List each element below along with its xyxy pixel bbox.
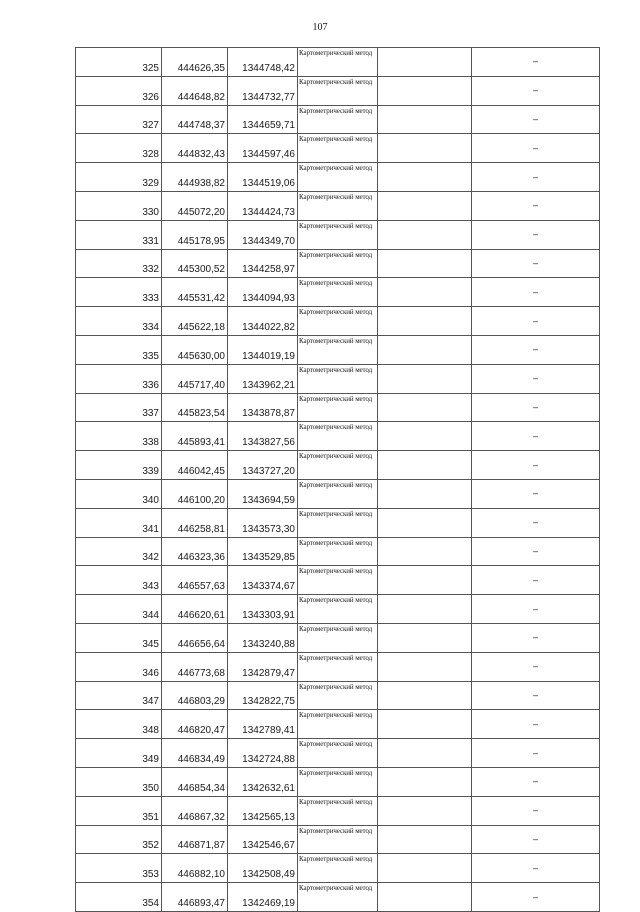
- point-number-cell: 341: [76, 508, 162, 537]
- precision-cell: –: [472, 739, 600, 768]
- point-number-cell: 326: [76, 76, 162, 105]
- blank-cell: [378, 134, 472, 163]
- precision-cell: –: [472, 105, 600, 134]
- table-row: [76, 220, 600, 249]
- precision-cell: –: [472, 393, 600, 422]
- x-coordinate-cell: 446100,20: [162, 479, 228, 508]
- blank-cell: [378, 105, 472, 134]
- precision-cell: –: [472, 537, 600, 566]
- y-coordinate-cell: 1344748,42: [228, 48, 298, 77]
- point-number-cell: 328: [76, 134, 162, 163]
- blank-cell: [378, 48, 472, 77]
- point-number-cell: 329: [76, 163, 162, 192]
- blank-cell: [378, 422, 472, 451]
- coordinates-table: [75, 47, 600, 912]
- point-number-cell: 330: [76, 191, 162, 220]
- blank-cell: [378, 163, 472, 192]
- precision-cell: –: [472, 278, 600, 307]
- point-number-cell: 327: [76, 105, 162, 134]
- table-row: [76, 364, 600, 393]
- x-coordinate-cell: 445622,18: [162, 307, 228, 336]
- table-row: [76, 163, 600, 192]
- precision-cell: –: [472, 796, 600, 825]
- table-row: [76, 307, 600, 336]
- precision-cell: –: [472, 191, 600, 220]
- method-cell: Картометрический метод: [298, 105, 378, 134]
- table-row: [76, 479, 600, 508]
- table-row: [76, 796, 600, 825]
- y-coordinate-cell: 1344258,97: [228, 249, 298, 278]
- precision-cell: –: [472, 364, 600, 393]
- method-cell: Картометрический метод: [298, 422, 378, 451]
- point-number-cell: 344: [76, 595, 162, 624]
- table-row: [76, 105, 600, 134]
- blank-cell: [378, 854, 472, 883]
- table-row: [76, 76, 600, 105]
- y-coordinate-cell: 1343727,20: [228, 451, 298, 480]
- y-coordinate-cell: 1344597,46: [228, 134, 298, 163]
- table-row: [76, 451, 600, 480]
- x-coordinate-cell: 446871,87: [162, 825, 228, 854]
- blank-cell: [378, 796, 472, 825]
- point-number-cell: 346: [76, 652, 162, 681]
- blank-cell: [378, 393, 472, 422]
- y-coordinate-cell: 1343303,91: [228, 595, 298, 624]
- y-coordinate-cell: 1342789,41: [228, 710, 298, 739]
- point-number-cell: 354: [76, 883, 162, 912]
- point-number-cell: 335: [76, 335, 162, 364]
- method-cell: Картометрический метод: [298, 537, 378, 566]
- precision-cell: –: [472, 479, 600, 508]
- blank-cell: [378, 710, 472, 739]
- x-coordinate-cell: 445823,54: [162, 393, 228, 422]
- precision-cell: –: [472, 595, 600, 624]
- y-coordinate-cell: 1342879,47: [228, 652, 298, 681]
- point-number-cell: 325: [76, 48, 162, 77]
- y-coordinate-cell: 1343573,30: [228, 508, 298, 537]
- x-coordinate-cell: 445893,41: [162, 422, 228, 451]
- blank-cell: [378, 479, 472, 508]
- table-row: [76, 883, 600, 912]
- y-coordinate-cell: 1342632,61: [228, 767, 298, 796]
- method-cell: Картометрический метод: [298, 883, 378, 912]
- method-cell: Картометрический метод: [298, 220, 378, 249]
- y-coordinate-cell: 1344019,19: [228, 335, 298, 364]
- y-coordinate-cell: 1344519,06: [228, 163, 298, 192]
- method-cell: Картометрический метод: [298, 451, 378, 480]
- point-number-cell: 350: [76, 767, 162, 796]
- blank-cell: [378, 451, 472, 480]
- blank-cell: [378, 307, 472, 336]
- y-coordinate-cell: 1344022,82: [228, 307, 298, 336]
- precision-cell: –: [472, 307, 600, 336]
- method-cell: Картометрический метод: [298, 710, 378, 739]
- table-row: [76, 681, 600, 710]
- x-coordinate-cell: 445178,95: [162, 220, 228, 249]
- blank-cell: [378, 220, 472, 249]
- method-cell: Картометрический метод: [298, 393, 378, 422]
- y-coordinate-cell: 1344349,70: [228, 220, 298, 249]
- blank-cell: [378, 508, 472, 537]
- point-number-cell: 331: [76, 220, 162, 249]
- precision-cell: –: [472, 566, 600, 595]
- y-coordinate-cell: 1343827,56: [228, 422, 298, 451]
- precision-cell: –: [472, 451, 600, 480]
- table-row: [76, 508, 600, 537]
- x-coordinate-cell: 446882,10: [162, 854, 228, 883]
- x-coordinate-cell: 444626,35: [162, 48, 228, 77]
- method-cell: Картометрический метод: [298, 681, 378, 710]
- y-coordinate-cell: 1344094,93: [228, 278, 298, 307]
- point-number-cell: 340: [76, 479, 162, 508]
- table-row: [76, 48, 600, 77]
- blank-cell: [378, 595, 472, 624]
- y-coordinate-cell: 1343878,87: [228, 393, 298, 422]
- point-number-cell: 348: [76, 710, 162, 739]
- blank-cell: [378, 623, 472, 652]
- y-coordinate-cell: 1344424,73: [228, 191, 298, 220]
- y-coordinate-cell: 1344732,77: [228, 76, 298, 105]
- y-coordinate-cell: 1343529,85: [228, 537, 298, 566]
- precision-cell: –: [472, 681, 600, 710]
- table-row: [76, 278, 600, 307]
- x-coordinate-cell: 444938,82: [162, 163, 228, 192]
- table-row: [76, 249, 600, 278]
- blank-cell: [378, 76, 472, 105]
- precision-cell: –: [472, 825, 600, 854]
- x-coordinate-cell: 446803,29: [162, 681, 228, 710]
- method-cell: Картометрический метод: [298, 364, 378, 393]
- blank-cell: [378, 883, 472, 912]
- method-cell: Картометрический метод: [298, 48, 378, 77]
- table-row: [76, 134, 600, 163]
- method-cell: Картометрический метод: [298, 479, 378, 508]
- y-coordinate-cell: 1344659,71: [228, 105, 298, 134]
- blank-cell: [378, 278, 472, 307]
- y-coordinate-cell: 1342508,49: [228, 854, 298, 883]
- blank-cell: [378, 681, 472, 710]
- table-row: [76, 537, 600, 566]
- precision-cell: –: [472, 134, 600, 163]
- method-cell: Картометрический метод: [298, 825, 378, 854]
- method-cell: Картометрический метод: [298, 191, 378, 220]
- point-number-cell: 343: [76, 566, 162, 595]
- table-row: [76, 422, 600, 451]
- method-cell: Картометрический метод: [298, 134, 378, 163]
- x-coordinate-cell: 446042,45: [162, 451, 228, 480]
- precision-cell: –: [472, 883, 600, 912]
- y-coordinate-cell: 1342469,19: [228, 883, 298, 912]
- x-coordinate-cell: 446656,64: [162, 623, 228, 652]
- precision-cell: –: [472, 767, 600, 796]
- x-coordinate-cell: 446867,32: [162, 796, 228, 825]
- table-row: [76, 767, 600, 796]
- method-cell: Картометрический метод: [298, 163, 378, 192]
- y-coordinate-cell: 1343694,59: [228, 479, 298, 508]
- table-row: [76, 335, 600, 364]
- x-coordinate-cell: 445531,42: [162, 278, 228, 307]
- table-row: [76, 825, 600, 854]
- table-row: [76, 739, 600, 768]
- point-number-cell: 334: [76, 307, 162, 336]
- x-coordinate-cell: 446258,81: [162, 508, 228, 537]
- point-number-cell: 342: [76, 537, 162, 566]
- point-number-cell: 351: [76, 796, 162, 825]
- table-row: [76, 652, 600, 681]
- point-number-cell: 339: [76, 451, 162, 480]
- blank-cell: [378, 364, 472, 393]
- x-coordinate-cell: 444648,82: [162, 76, 228, 105]
- x-coordinate-cell: 446323,36: [162, 537, 228, 566]
- method-cell: Картометрический метод: [298, 739, 378, 768]
- table-row: [76, 710, 600, 739]
- x-coordinate-cell: 444832,43: [162, 134, 228, 163]
- x-coordinate-cell: 446773,68: [162, 652, 228, 681]
- method-cell: Картометрический метод: [298, 595, 378, 624]
- precision-cell: –: [472, 710, 600, 739]
- precision-cell: –: [472, 508, 600, 537]
- x-coordinate-cell: 445717,40: [162, 364, 228, 393]
- blank-cell: [378, 767, 472, 796]
- y-coordinate-cell: 1342546,67: [228, 825, 298, 854]
- method-cell: Картометрический метод: [298, 796, 378, 825]
- x-coordinate-cell: 446893,47: [162, 883, 228, 912]
- table-row: [76, 854, 600, 883]
- point-number-cell: 345: [76, 623, 162, 652]
- blank-cell: [378, 335, 472, 364]
- method-cell: Картометрический метод: [298, 307, 378, 336]
- x-coordinate-cell: 446620,61: [162, 595, 228, 624]
- table-row: [76, 566, 600, 595]
- precision-cell: –: [472, 220, 600, 249]
- precision-cell: –: [472, 48, 600, 77]
- y-coordinate-cell: 1342724,88: [228, 739, 298, 768]
- precision-cell: –: [472, 623, 600, 652]
- method-cell: Картометрический метод: [298, 508, 378, 537]
- precision-cell: –: [472, 335, 600, 364]
- table-row: [76, 393, 600, 422]
- point-number-cell: 332: [76, 249, 162, 278]
- point-number-cell: 336: [76, 364, 162, 393]
- x-coordinate-cell: 446854,34: [162, 767, 228, 796]
- method-cell: Картометрический метод: [298, 249, 378, 278]
- method-cell: Картометрический метод: [298, 652, 378, 681]
- precision-cell: –: [472, 249, 600, 278]
- method-cell: Картометрический метод: [298, 76, 378, 105]
- x-coordinate-cell: 446834,49: [162, 739, 228, 768]
- precision-cell: –: [472, 163, 600, 192]
- point-number-cell: 353: [76, 854, 162, 883]
- point-number-cell: 337: [76, 393, 162, 422]
- method-cell: Картометрический метод: [298, 623, 378, 652]
- method-cell: Картометрический метод: [298, 854, 378, 883]
- coordinates-table-body: [76, 48, 600, 912]
- x-coordinate-cell: 446820,47: [162, 710, 228, 739]
- point-number-cell: 347: [76, 681, 162, 710]
- precision-cell: –: [472, 422, 600, 451]
- point-number-cell: 352: [76, 825, 162, 854]
- precision-cell: –: [472, 76, 600, 105]
- x-coordinate-cell: 445630,00: [162, 335, 228, 364]
- precision-cell: –: [472, 854, 600, 883]
- page-number: 107: [312, 22, 328, 33]
- y-coordinate-cell: 1343962,21: [228, 364, 298, 393]
- y-coordinate-cell: 1342822,75: [228, 681, 298, 710]
- blank-cell: [378, 566, 472, 595]
- blank-cell: [378, 249, 472, 278]
- method-cell: Картометрический метод: [298, 767, 378, 796]
- table-row: [76, 623, 600, 652]
- x-coordinate-cell: 446557,63: [162, 566, 228, 595]
- point-number-cell: 338: [76, 422, 162, 451]
- blank-cell: [378, 191, 472, 220]
- method-cell: Картометрический метод: [298, 278, 378, 307]
- point-number-cell: 349: [76, 739, 162, 768]
- method-cell: Картометрический метод: [298, 566, 378, 595]
- table-row: [76, 191, 600, 220]
- blank-cell: [378, 652, 472, 681]
- y-coordinate-cell: 1343374,67: [228, 566, 298, 595]
- y-coordinate-cell: 1342565,13: [228, 796, 298, 825]
- precision-cell: –: [472, 652, 600, 681]
- x-coordinate-cell: 444748,37: [162, 105, 228, 134]
- table-row: [76, 595, 600, 624]
- method-cell: Картометрический метод: [298, 335, 378, 364]
- blank-cell: [378, 825, 472, 854]
- blank-cell: [378, 537, 472, 566]
- y-coordinate-cell: 1343240,88: [228, 623, 298, 652]
- x-coordinate-cell: 445072,20: [162, 191, 228, 220]
- blank-cell: [378, 739, 472, 768]
- point-number-cell: 333: [76, 278, 162, 307]
- x-coordinate-cell: 445300,52: [162, 249, 228, 278]
